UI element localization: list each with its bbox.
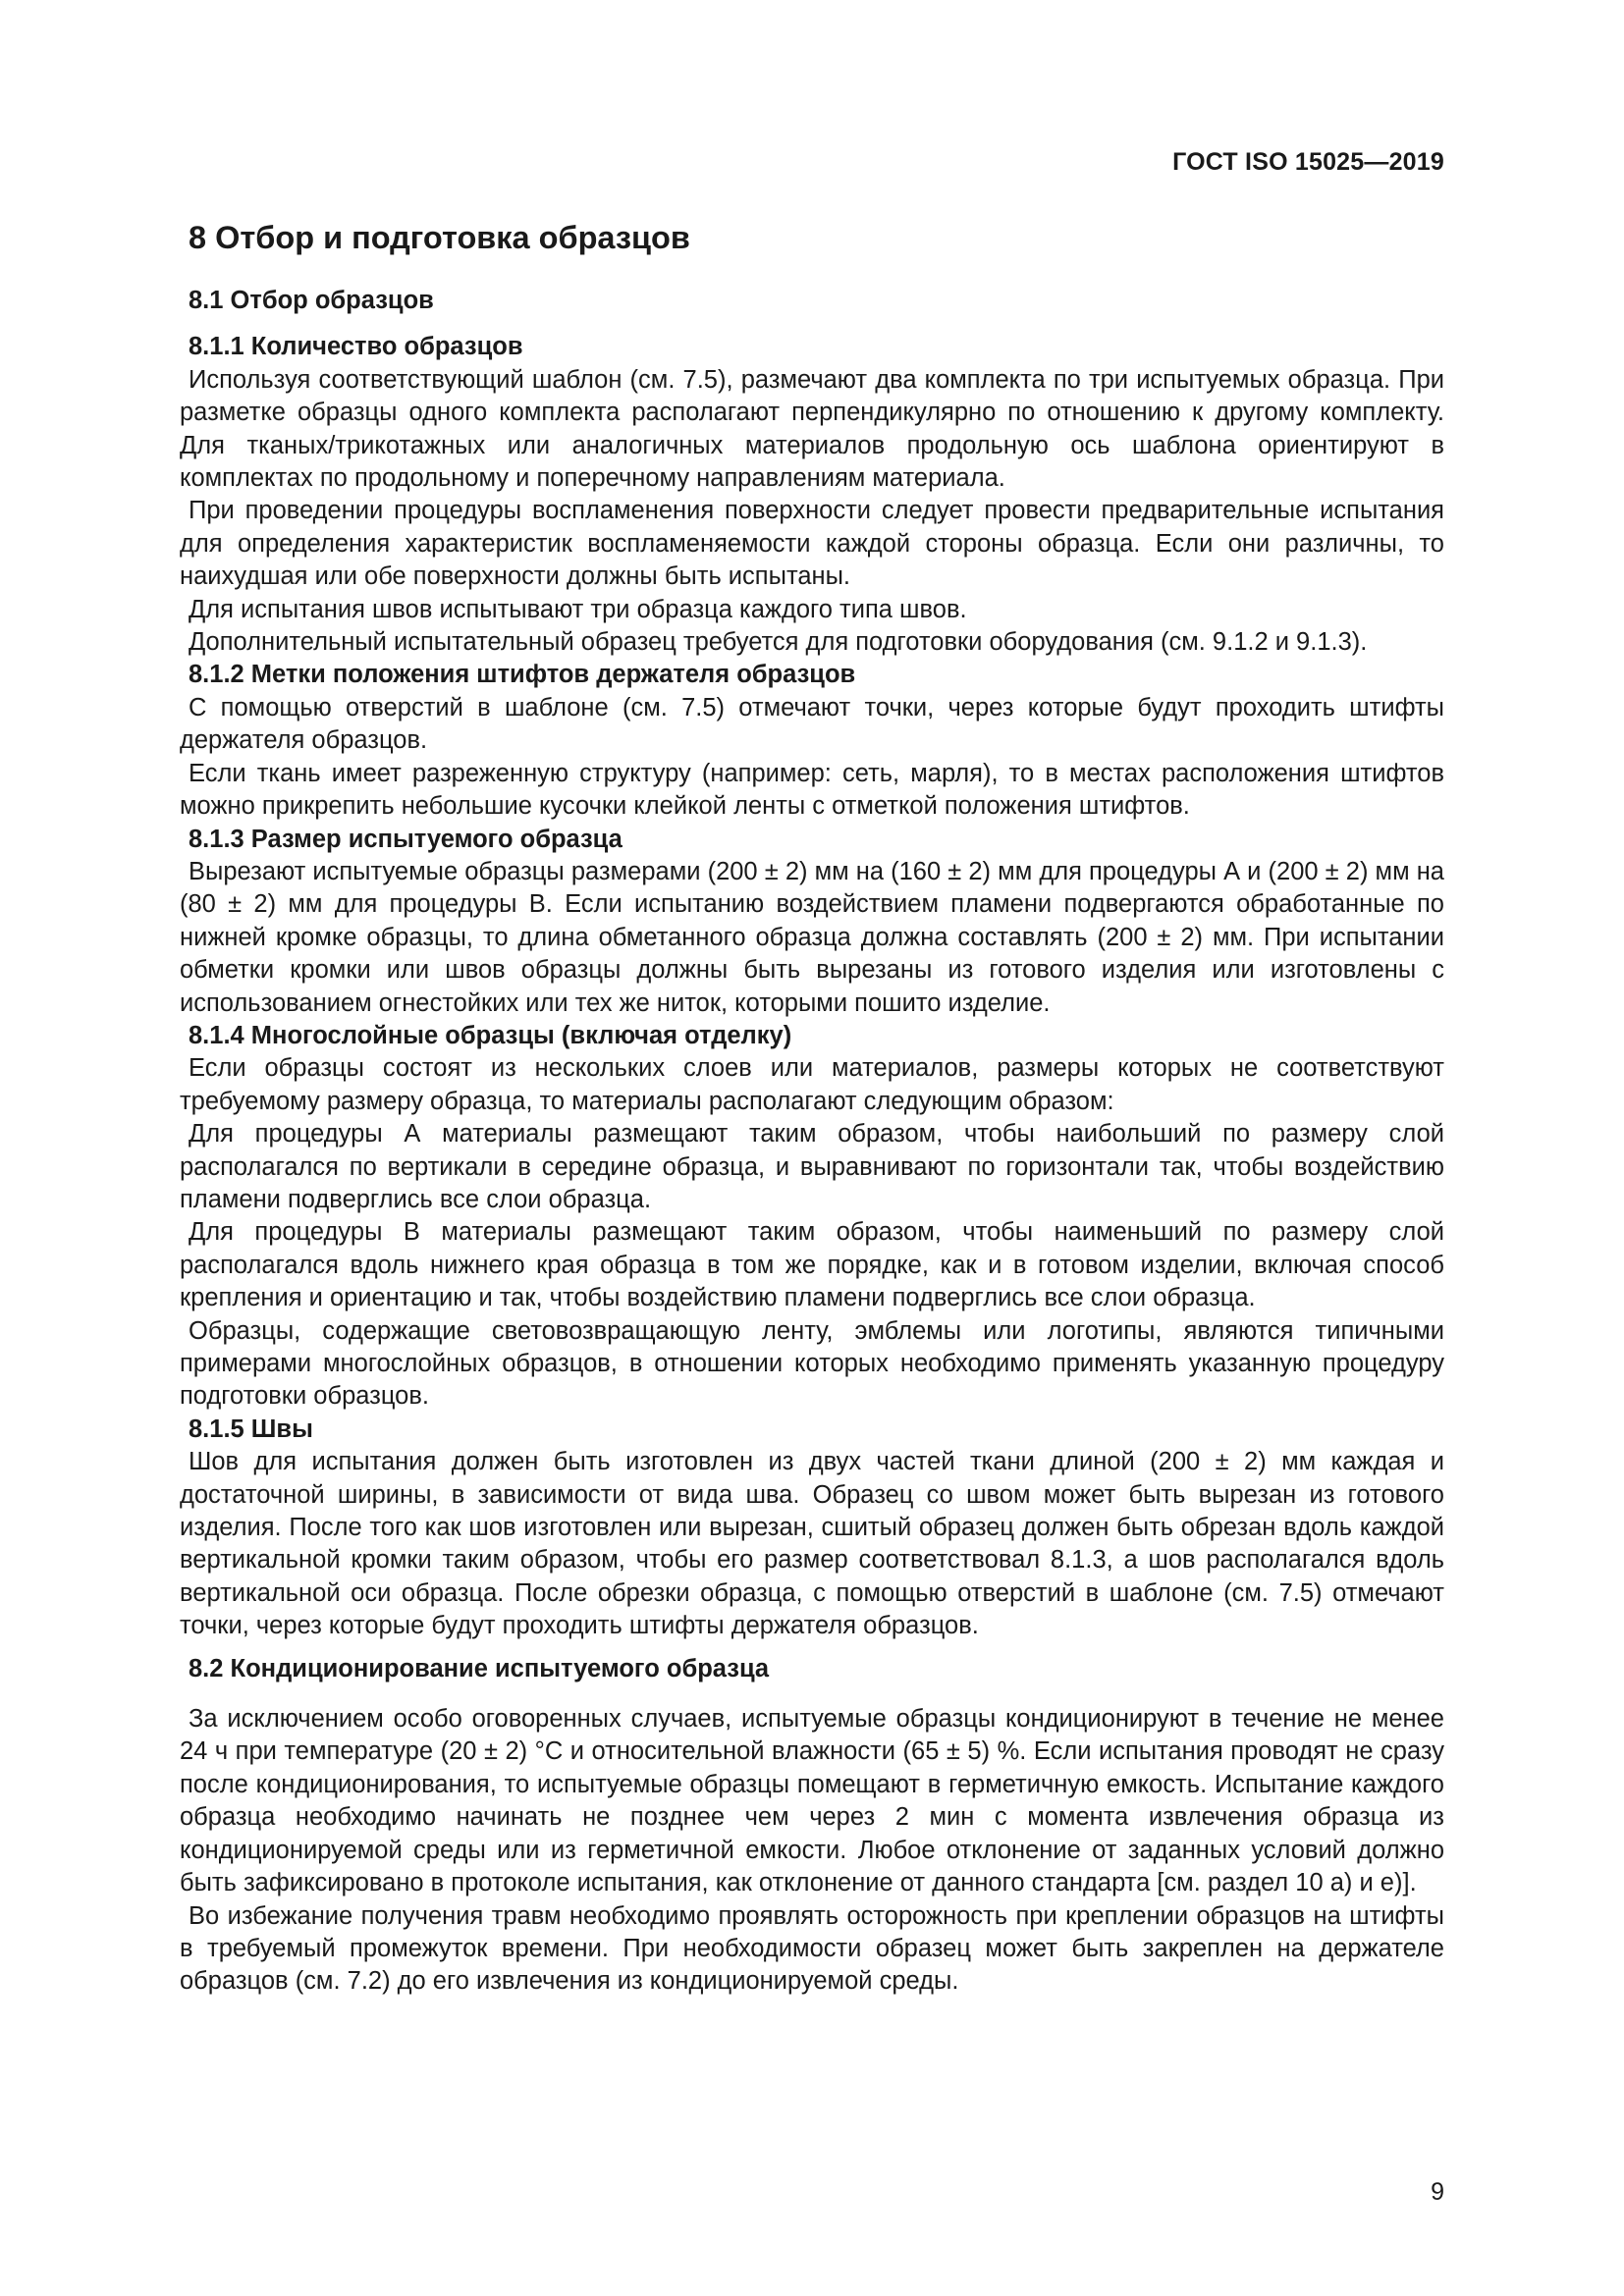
paragraph: С помощью отверстий в шаблоне (см. 7.5) отмечают точки, через которые будут проходить штифты держателя образцов. [180, 693, 1444, 755]
section-8-1-5-heading: 8.1.5 Швы [189, 1415, 313, 1443]
section-8-1-2-heading: 8.1.2 Метки положения штифтов держателя образцов [189, 661, 856, 689]
paragraph: Для процедуры А материалы размещают таким образом, чтобы наибольший по размеру слой располагался по вертикали в середине образца, и выравнивают по горизонтали так, чтобы воздействию пламени подверглись все слои образца. [180, 1120, 1444, 1213]
paragraph: Дополнительный испытательный образец требуется для подготовки оборудования (см. 9.1.2 и 9.1.3). [189, 628, 1368, 657]
section-8-2-heading: 8.2 Кондиционирование испытуемого образца [189, 1654, 770, 1682]
section-8-1-4-heading: 8.1.4 Многослойные образцы (включая отделку) [189, 1021, 792, 1049]
paragraph: Шов для испытания должен быть изготовлен из двух частей ткани длиной (200 ± 2) мм каждая и достаточной ширины, в зависимости от вида шва. Образец со швом может быть вырезан из готового изделия. После того как шов изготовлен или вырезан, сшитый образец должен быть обрезан вдоль каждой вертикальной кромки таким образом, чтобы его размер соответствовал 8.1.3, а шов располагался вдоль вертикальной оси образца. После обрезки образца, с помощью отверстий в шаблоне (см. 7.5) отмечают точки, через которые будут проходить штифты держателя образцов. [180, 1448, 1444, 1640]
paragraph: Для испытания швов испытывают три образца каждого типа швов. [189, 595, 967, 623]
paragraph [180, 364, 1444, 496]
page-number: 9 [1431, 2178, 1444, 2206]
document-code-header: ГОСТ ISO 15025—2019 [1172, 148, 1444, 176]
paragraph-text: Используя соответствующий шаблон (см. 7.5), размечают два комплекта по три испытуемых образца. При разметке образцы одного комплекта располагают перпендикулярно по отношению к другому комплекту. Для тканых/трикотажных или аналогичных материалов продольную ось шаблона ориентируют в комплектах по продольному и поперечному направлениям материала. [180, 365, 1444, 493]
paragraph: Во избежание получения травм необходимо проявлять осторожность при креплении образцов на штифты в требуемый промежуток времени. При необходимости образец может быть закреплен на держателе образцов (см. 7.2) до его извлечения из кондиционируемой среды. [180, 1901, 1444, 1996]
paragraph: Если образцы состоят из нескольких слоев или материалов, размеры которых не соответствуют требуемому размеру образца, то материалы располагают следующим образом: [180, 1054, 1444, 1115]
paragraph: Образцы, содержащие световозвращающую ленту, эмблемы или логотипы, являются типичными примерами многослойных образцов, в отношении которых необходимо применять указанную процедуру подготовки образцов. [180, 1316, 1444, 1411]
paragraph: Для процедуры В материалы размещают таким образом, чтобы наименьший по размеру слой располагался вдоль нижнего края образца в том же порядке, как и в готовом изделии, включая способ крепления и ориентацию и так, чтобы воздействию пламени подверглись все слои образца. [180, 1218, 1444, 1312]
section-8-1-heading: 8.1 Отбор образцов [189, 287, 434, 314]
paragraph: За исключением особо оговоренных случаев, испытуемые образцы кондиционируют в течение не менее 24 ч при температуре (20 ± 2) °С и относительной влажности (65 ± 5) %. Если испытания проводят не сразу после кондиционирования, то испытуемые образцы помещают в герметичную емкость. Испытание каждого образца необходимо начинать не позднее чем через 2 мин с момента извлечения образца из кондиционируемой среды или из герметичной емкости. Любое отклонение от заданных условий должно быть зафиксировано в протоколе испытания, как отклонение от данного стандарта [см. раздел 10 а) и е)]. [180, 1705, 1444, 1897]
paragraph: При проведении процедуры воспламенения поверхности следует провести предварительные испытания для определения характеристик воспламеняемости каждой стороны образца. Если они различны, то наихудшая или обе поверхности должны быть испытаны. [180, 497, 1444, 591]
document-body [180, 218, 1444, 1999]
section-8-1-1-heading: 8.1.1 Количество образцов [189, 333, 523, 361]
section-8-1-3-heading: 8.1.3 Размер испытуемого образца [189, 825, 623, 853]
paragraph: Вырезают испытуемые образцы размерами (200 ± 2) мм на (160 ± 2) мм для процедуры А и (200 ± 2) мм на (80 ± 2) мм для процедуры В. Если испытанию воздействием пламени подвергаются обработанные по нижней кромке образцы, то длина обметанного образца должна составлять (200 ± 2) мм. При испытании обметки кромки или швов образцы должны быть вырезаны из готового изделия или изготовлены с использованием огнестойких или тех же ниток, которыми пошито изделие. [180, 857, 1444, 1017]
section-8-heading: 8 Отбор и подготовка образцов [189, 220, 690, 255]
paragraph: Если ткань имеет разреженную структуру (например: сеть, марля), то в местах расположения штифтов можно прикрепить небольшие кусочки клейкой ленты с отметкой положения штифтов. [180, 759, 1444, 821]
